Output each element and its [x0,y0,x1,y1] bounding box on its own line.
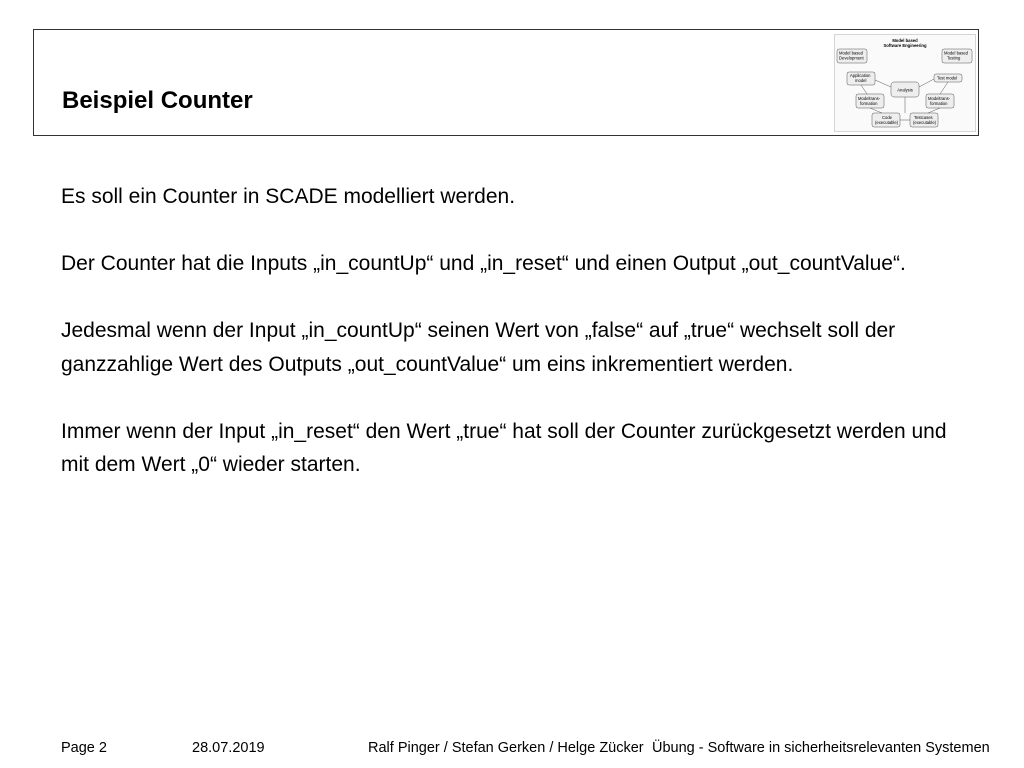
slide-header [33,29,979,136]
paragraph-4: Immer wenn der Input „in_reset“ den Wert „true“ hat soll der Counter zurückgesetzt werden und mit dem Wert „0“ wieder starten. [61,419,947,476]
diagram-title-2: Software Engineering [883,43,927,48]
svg-text:(executable): (executable) [913,120,937,125]
mbse-diagram-logo [834,34,976,132]
svg-text:Modeltrans-: Modeltrans- [928,96,951,101]
svg-text:Application: Application [850,73,871,78]
svg-text:Testcases: Testcases [914,115,933,120]
footer-page-number: Page 2 [61,740,107,756]
svg-text:Testing: Testing [947,55,961,61]
footer-date: 28.07.2019 [192,740,265,756]
footer-course: Übung - Software in sicherheitsrelevanten Systemen [652,740,990,756]
paragraph-1: Es soll ein Counter in SCADE modelliert werden. [61,185,516,208]
svg-text:Code: Code [882,115,893,120]
diagram-title-1: Model based [892,38,918,43]
svg-text:formation: formation [930,101,948,106]
svg-text:Analysis: Analysis [897,87,913,93]
svg-text:model: model [855,78,867,83]
svg-text:Modeltrans-: Modeltrans- [858,96,881,101]
slide-body [61,180,961,515]
svg-text:formation: formation [860,101,878,106]
paragraph-3: Jedesmal wenn der Input „in_countUp“ seinen Wert von „false“ auf „true“ wechselt soll der ganzzahlige Wert des Outputs „out_countValue“ um eins inkrementiert werden. [61,319,896,376]
footer-authors: Ralf Pinger / Stefan Gerken / Helge Zücker [368,740,644,756]
svg-text:Model based: Model based [944,50,968,56]
slide-title: Beispiel Counter [62,87,253,114]
svg-text:Development: Development [839,55,864,61]
svg-text:Test model: Test model [937,75,958,81]
svg-text:Model based: Model based [839,50,863,56]
paragraph-2: Der Counter hat die Inputs „in_countUp“ und „in_reset“ und einen Output „out_countValue“. [61,252,906,275]
svg-text:(executable): (executable) [875,120,899,125]
